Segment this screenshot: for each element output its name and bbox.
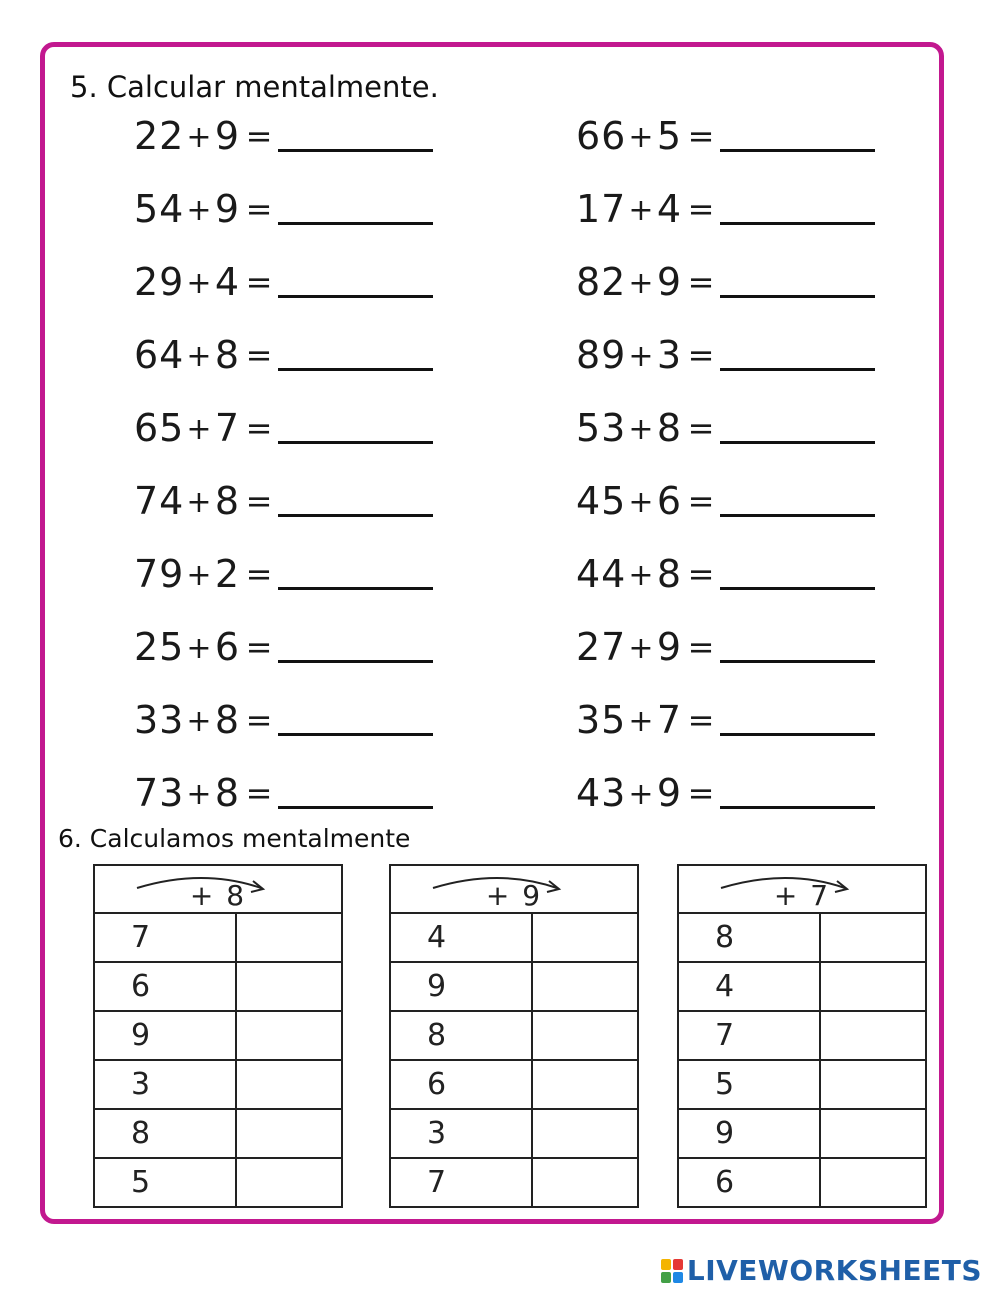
addend-b: 8 [214, 333, 240, 377]
answer-cell[interactable] [820, 913, 926, 962]
addend-b: 9 [656, 625, 682, 669]
equals-sign: = [687, 482, 715, 520]
answer-blank[interactable] [720, 332, 875, 371]
input-number: 7 [678, 1011, 820, 1060]
answer-blank[interactable] [278, 697, 433, 736]
equals-sign: = [245, 263, 273, 301]
addend-a: 45 [576, 479, 627, 523]
plus-sign: + [186, 777, 212, 812]
answer-blank[interactable] [720, 259, 875, 298]
input-number: 3 [390, 1109, 532, 1158]
table-row [678, 1158, 926, 1207]
table-row [94, 913, 342, 962]
table-row [678, 962, 926, 1011]
equation-left-4 [134, 327, 433, 377]
equals-sign: = [245, 190, 273, 228]
input-number: 8 [94, 1109, 236, 1158]
equation-left-6 [134, 473, 433, 523]
input-number: 9 [390, 962, 532, 1011]
addend-b: 9 [214, 187, 240, 231]
addend-b: 8 [656, 552, 682, 596]
equals-sign: = [687, 190, 715, 228]
table-row [390, 1011, 638, 1060]
answer-cell[interactable] [236, 1109, 342, 1158]
equation-right-5 [576, 400, 875, 450]
addend-b: 6 [214, 625, 240, 669]
equation-right-1 [576, 108, 875, 158]
addend-a: 79 [134, 552, 185, 596]
plus-sign: + [628, 485, 654, 520]
input-number: 4 [390, 913, 532, 962]
answer-blank[interactable] [720, 405, 875, 444]
answer-cell[interactable] [820, 962, 926, 1011]
plus-sign: + [628, 193, 654, 228]
input-number: 3 [94, 1060, 236, 1109]
plus-sign: + [186, 266, 212, 301]
addition-table-2 [389, 864, 639, 1208]
input-number: 9 [94, 1011, 236, 1060]
table-row [94, 1158, 342, 1207]
addend-b: 4 [214, 260, 240, 304]
table-header [94, 865, 342, 913]
addition-table-3 [677, 864, 927, 1208]
addend-b: 8 [214, 771, 240, 815]
operation-label: + 9 [485, 878, 543, 912]
equation-left-1 [134, 108, 433, 158]
answer-cell[interactable] [236, 1158, 342, 1207]
answer-cell[interactable] [820, 1011, 926, 1060]
addend-b: 2 [214, 552, 240, 596]
table-row [94, 1011, 342, 1060]
addend-a: 73 [134, 771, 185, 815]
equation-left-5 [134, 400, 433, 450]
table-row [678, 1109, 926, 1158]
plus-sign: + [628, 631, 654, 666]
equation-right-7 [576, 546, 875, 596]
plus-sign: + [628, 266, 654, 301]
addend-b: 7 [214, 406, 240, 450]
equation-right-6 [576, 473, 875, 523]
answer-cell[interactable] [820, 1060, 926, 1109]
table-header [390, 865, 638, 913]
answer-blank[interactable] [278, 770, 433, 809]
addend-b: 9 [214, 114, 240, 158]
plus-sign: + [628, 339, 654, 374]
answer-cell[interactable] [236, 913, 342, 962]
equals-sign: = [687, 409, 715, 447]
equation-left-8 [134, 619, 433, 669]
addend-a: 66 [576, 114, 627, 158]
addend-a: 29 [134, 260, 185, 304]
answer-cell[interactable] [236, 1060, 342, 1109]
addend-a: 27 [576, 625, 627, 669]
equals-sign: = [687, 336, 715, 374]
table-row [678, 1011, 926, 1060]
plus-sign: + [628, 120, 654, 155]
equation-left-9 [134, 692, 433, 742]
equation-right-9 [576, 692, 875, 742]
addend-b: 4 [656, 187, 682, 231]
table-row [390, 962, 638, 1011]
equals-sign: = [245, 701, 273, 739]
answer-blank[interactable] [720, 113, 875, 152]
input-number: 7 [94, 913, 236, 962]
addend-b: 8 [656, 406, 682, 450]
addend-a: 22 [134, 114, 185, 158]
addend-b: 5 [656, 114, 682, 158]
plus-sign: + [628, 777, 654, 812]
section-6-title: 6. Calculamos mentalmente [58, 824, 411, 853]
equation-left-7 [134, 546, 433, 596]
addend-a: 74 [134, 479, 185, 523]
addend-a: 65 [134, 406, 185, 450]
plus-sign: + [628, 412, 654, 447]
table-row [678, 913, 926, 962]
addend-a: 25 [134, 625, 185, 669]
addend-b: 6 [656, 479, 682, 523]
equation-left-2 [134, 181, 433, 231]
addend-a: 89 [576, 333, 627, 377]
equals-sign: = [687, 701, 715, 739]
table-row [94, 1060, 342, 1109]
answer-blank[interactable] [278, 332, 433, 371]
addend-b: 9 [656, 771, 682, 815]
answer-blank[interactable] [278, 405, 433, 444]
plus-sign: + [628, 704, 654, 739]
addend-a: 54 [134, 187, 185, 231]
addend-a: 64 [134, 333, 185, 377]
answer-cell[interactable] [532, 913, 638, 962]
answer-cell[interactable] [820, 1158, 926, 1207]
equation-left-10 [134, 765, 433, 815]
input-number: 7 [390, 1158, 532, 1207]
addend-b: 7 [656, 698, 682, 742]
answer-blank[interactable] [720, 551, 875, 590]
equals-sign: = [687, 555, 715, 593]
operation-label: + 8 [189, 878, 247, 912]
section-5-title: 5. Calcular mentalmente. [70, 70, 439, 104]
table-row [678, 1060, 926, 1109]
input-number: 6 [390, 1060, 532, 1109]
operation-label: + 7 [773, 878, 831, 912]
plus-sign: + [186, 412, 212, 447]
addend-a: 82 [576, 260, 627, 304]
answer-cell[interactable] [820, 1109, 926, 1158]
plus-sign: + [186, 558, 212, 593]
addend-b: 8 [214, 698, 240, 742]
answer-cell[interactable] [236, 1011, 342, 1060]
table-row [390, 1109, 638, 1158]
answer-blank[interactable] [720, 478, 875, 517]
addend-a: 44 [576, 552, 627, 596]
answer-cell[interactable] [532, 1011, 638, 1060]
table-header [678, 865, 926, 913]
plus-sign: + [186, 339, 212, 374]
equals-sign: = [687, 628, 715, 666]
answer-blank[interactable] [278, 259, 433, 298]
table-row [390, 1060, 638, 1109]
plus-sign: + [186, 193, 212, 228]
table-row [94, 962, 342, 1011]
plus-sign: + [186, 631, 212, 666]
equation-right-4 [576, 327, 875, 377]
equation-left-3 [134, 254, 433, 304]
equals-sign: = [245, 482, 273, 520]
equals-sign: = [245, 555, 273, 593]
plus-sign: + [186, 704, 212, 739]
equals-sign: = [687, 774, 715, 812]
equation-right-8 [576, 619, 875, 669]
answer-cell[interactable] [532, 1158, 638, 1207]
brand-name: LIVEWORKSHEETS [686, 1254, 982, 1287]
answer-blank[interactable] [720, 186, 875, 225]
answer-cell[interactable] [532, 1109, 638, 1158]
answer-cell[interactable] [236, 962, 342, 1011]
input-number: 9 [678, 1109, 820, 1158]
answer-blank[interactable] [720, 624, 875, 663]
addend-b: 9 [656, 260, 682, 304]
addend-b: 3 [656, 333, 682, 377]
table-row [390, 1158, 638, 1207]
answer-blank[interactable] [278, 551, 433, 590]
addend-b: 8 [214, 479, 240, 523]
answer-blank[interactable] [720, 697, 875, 736]
equals-sign: = [245, 336, 273, 374]
input-number: 6 [678, 1158, 820, 1207]
answer-blank[interactable] [278, 113, 433, 152]
liveworksheets-logo [661, 1254, 982, 1287]
addend-a: 43 [576, 771, 627, 815]
input-number: 5 [94, 1158, 236, 1207]
answer-blank[interactable] [278, 624, 433, 663]
equals-sign: = [687, 117, 715, 155]
equals-sign: = [687, 263, 715, 301]
addend-a: 17 [576, 187, 627, 231]
answer-blank[interactable] [720, 770, 875, 809]
answer-cell[interactable] [532, 1060, 638, 1109]
equals-sign: = [245, 409, 273, 447]
answer-blank[interactable] [278, 478, 433, 517]
equation-right-3 [576, 254, 875, 304]
answer-cell[interactable] [532, 962, 638, 1011]
equation-right-2 [576, 181, 875, 231]
answer-blank[interactable] [278, 186, 433, 225]
addition-table-1 [93, 864, 343, 1208]
equals-sign: = [245, 117, 273, 155]
input-number: 8 [390, 1011, 532, 1060]
addend-a: 35 [576, 698, 627, 742]
input-number: 5 [678, 1060, 820, 1109]
addend-a: 53 [576, 406, 627, 450]
table-row [390, 913, 638, 962]
addend-a: 33 [134, 698, 185, 742]
input-number: 6 [94, 962, 236, 1011]
equals-sign: = [245, 774, 273, 812]
brand-icon [661, 1259, 683, 1283]
equation-right-10 [576, 765, 875, 815]
plus-sign: + [186, 485, 212, 520]
table-row [94, 1109, 342, 1158]
plus-sign: + [186, 120, 212, 155]
input-number: 4 [678, 962, 820, 1011]
equals-sign: = [245, 628, 273, 666]
input-number: 8 [678, 913, 820, 962]
plus-sign: + [628, 558, 654, 593]
